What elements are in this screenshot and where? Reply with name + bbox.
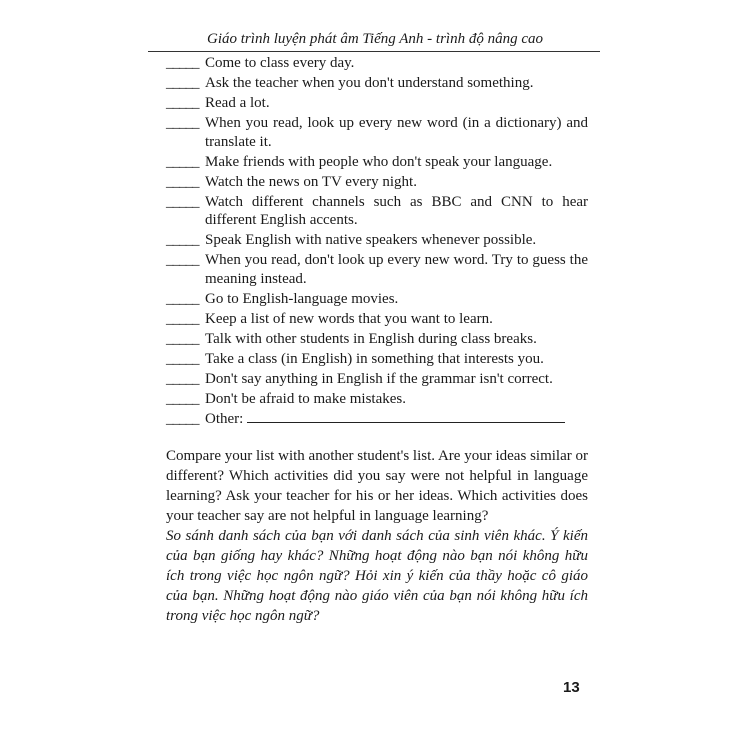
other-answer-line[interactable]: [247, 410, 565, 423]
answer-blank[interactable]: _____: [166, 290, 199, 307]
header-rule: [148, 51, 600, 52]
answer-blank[interactable]: _____: [166, 55, 199, 71]
answer-blank[interactable]: _____: [166, 193, 199, 210]
other-label: Other:: [205, 410, 244, 427]
list-item: [166, 251, 588, 288]
list-item-text: Talk with other students in English during class breaks.: [205, 330, 537, 347]
list-item: [166, 290, 588, 309]
list-item-text: Don't say anything in English if the grammar isn't correct.: [205, 370, 553, 387]
answer-blank[interactable]: _____: [166, 75, 199, 91]
list-item: [166, 54, 588, 73]
list-item-text: When you read, look up every new word (in a dictionary) and translate it.: [205, 115, 588, 150]
answer-blank[interactable]: _____: [166, 410, 199, 427]
list-item: [166, 193, 588, 230]
answer-blank[interactable]: _____: [166, 350, 199, 367]
list-item-text: Come to class every day.: [205, 55, 355, 71]
list-item-text: Go to English-language movies.: [205, 290, 399, 307]
list-item: [166, 350, 588, 369]
answer-blank[interactable]: _____: [166, 153, 199, 170]
list-item: [166, 173, 588, 192]
activity-list: [166, 54, 588, 428]
running-header: Giáo trình luyện phát âm Tiếng Anh - trình độ nâng cao: [207, 31, 543, 47]
answer-blank[interactable]: _____: [166, 173, 199, 190]
answer-blank[interactable]: _____: [166, 232, 199, 248]
answer-blank[interactable]: _____: [166, 330, 199, 347]
list-item-text: Read a lot.: [205, 95, 270, 111]
list-item: [166, 153, 588, 172]
list-item: [166, 370, 588, 389]
list-item-text: Keep a list of new words that you want to learn.: [205, 310, 493, 327]
list-item: [166, 114, 588, 151]
answer-blank[interactable]: _____: [166, 95, 199, 111]
list-item: [166, 330, 588, 349]
list-item: [166, 94, 588, 113]
list-item: [166, 390, 588, 409]
list-item-text: Watch the news on TV every night.: [205, 173, 417, 190]
answer-blank[interactable]: _____: [166, 390, 199, 407]
list-item-text: Speak English with native speakers whenever possible.: [205, 232, 537, 248]
list-item: [166, 74, 588, 93]
answer-blank[interactable]: _____: [166, 115, 199, 131]
list-item: [166, 310, 588, 329]
answer-blank[interactable]: _____: [166, 370, 199, 387]
list-item-text: Don't be afraid to make mistakes.: [205, 390, 406, 407]
answer-blank[interactable]: _____: [166, 310, 199, 327]
page-number: 13: [563, 679, 580, 696]
list-item-other: [166, 410, 588, 429]
page-body: [166, 54, 588, 626]
paragraph-vietnamese: So sánh danh sách của bạn với danh sách của sinh viên khác. Ý kiến của bạn giống hay khác? Những hoạt động nào bạn nói không hữu ích trong việc học ngôn ngữ? Hỏi xin ý kiến của thầy hoặc cô giáo của bạn. Những hoạt động nào giáo viên của bạn nói không hữu ích trong việc học ngôn ngữ?: [166, 528, 588, 624]
list-item-text: Make friends with people who don't speak your language.: [205, 153, 553, 170]
list-item-text: Watch different channels such as BBC and CNN to hear different English accents.: [205, 193, 588, 228]
answer-blank[interactable]: _____: [166, 252, 199, 268]
list-item: [166, 231, 588, 250]
list-item-text: When you read, don't look up every new word. Try to guess the meaning instead.: [205, 252, 588, 287]
paragraph-english: Compare your list with another student's list. Are your ideas similar or different? Which activities did you say were not helpful in language learning? Ask your teacher for his or her ideas. Which activities does your teacher say are not helpful in language learning?: [166, 448, 588, 524]
list-item-text: Take a class (in English) in something that interests you.: [205, 350, 544, 367]
list-item-text: Ask the teacher when you don't understand something.: [205, 75, 534, 91]
